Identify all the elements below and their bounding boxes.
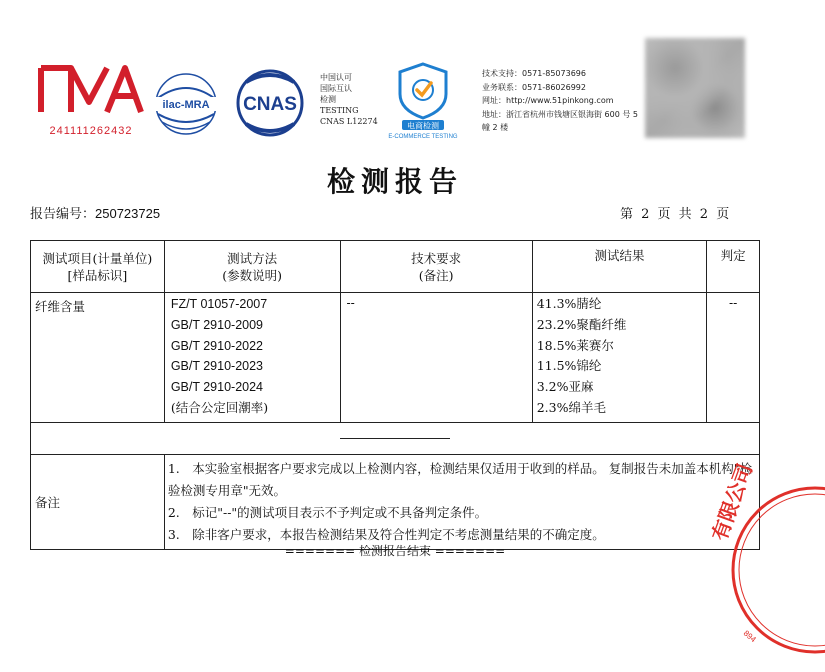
contact-address: 地址：浙江省杭州市钱塘区银海街 600 号 5 [482,109,638,119]
header-requirement [340,241,532,293]
result-line: 18.5%莱赛尔 [536,337,614,353]
method-line: GB/T 2910-2024 [170,380,264,395]
cnas-line: CNAS L12274 [320,117,378,126]
header-test-item [31,241,165,293]
header-test-method [164,241,340,293]
ecommerce-testing-logo [384,60,462,140]
table-header-row [31,241,760,293]
method-line: GB/T 2910-2023 [170,359,264,374]
notes-label-cell [31,455,165,550]
ecom-label-cn: 电商检测 [407,121,439,131]
notes-cell [164,455,759,550]
ecom-label-en: E-COMMERCE TESTING [388,134,458,140]
requirement-text: -- [346,296,355,310]
report-end-marker: ======= 检测报告结束 ======= [284,544,506,558]
notes-label: 备注 [35,495,61,510]
cnas-line: 中国认可 [320,73,352,82]
result-line: 3.2%亚麻 [536,379,594,395]
header-line: (备注) [418,267,454,283]
result-line: 2.3%绵羊毛 [536,399,606,415]
separator-line [340,438,450,439]
item-text: 纤维含量 [35,299,86,314]
judgement-text: -- [729,296,738,310]
contact-info [482,67,647,135]
cell-item [31,293,165,423]
results-table [30,240,760,550]
cell-judgement [707,293,760,423]
svg-text:ilac-MRA: ilac-MRA [162,99,210,111]
cnas-line: TESTING [320,106,359,115]
cnas-logo [228,68,312,138]
result-line: 41.3%腈纶 [536,296,602,311]
cell-results [532,293,707,423]
cma-logo [35,60,147,140]
header-line: (参数说明) [222,267,283,283]
method-line: FZ/T 01057-2007 [170,297,268,311]
report-number [30,203,160,222]
result-line: 11.5%锦纶 [536,358,602,374]
header-judgement [707,241,760,293]
contact-website: 网址：http://www.51pinkong.com [482,96,614,105]
result-line: 23.2%聚酯纤维 [536,316,627,332]
header-result [532,241,707,293]
contact-business: 业务联系：0571-86026992 [482,82,586,92]
cnas-accreditation-text [320,72,378,127]
report-title: 检测报告 [326,165,463,198]
notes-row [31,455,760,550]
contact-support: 技术支持：0571-85073696 [482,69,586,78]
method-line: GB/T 2910-2009 [170,317,264,332]
svg-text:CNAS: CNAS [243,94,297,115]
cnas-line: 国际互认 [320,84,352,93]
cma-code: 241111262432 [49,125,133,137]
ilac-mra-logo [150,68,222,138]
note-item: 1. 本实验室根据客户要求完成以上检测内容，检测结果仅适用于收到的样品。 复制报告未加盖本机构"检验检测专用章"无效。 [167,461,752,498]
report-number-label: 报告编号： [30,207,96,222]
header-line: 测试方法 [227,250,278,266]
contact-address-cont: 幢 2 楼 [482,123,509,132]
header-line: [样品标识] [67,267,128,283]
header-line: 技术要求 [411,250,462,266]
stamp-code: 894 [741,628,758,645]
method-line: (结合公定回潮率) [170,399,269,415]
table-row [31,293,760,423]
qr-code [645,38,745,138]
note-item: 2. 标记"--"的测试项目表示不予判定或不具备判定条件。 [167,505,488,520]
separator-row [31,423,760,455]
note-item: 3. 除非客户要求，本报告检测结果及符合性判定不考虑测量结果的不确定度。 [167,527,605,542]
separator-cell [31,423,760,455]
page-indicator: 第 2 页 共 2 页 [620,207,732,222]
header-line: 测试结果 [594,248,645,263]
stamp-text: 有限公司 [707,460,758,544]
cell-methods [164,293,340,423]
header-line: 测试项目(计量单位) [42,250,153,266]
official-stamp [707,460,825,660]
method-line: GB/T 2910-2022 [170,338,264,353]
report-number-value: 250723725 [95,206,161,221]
cnas-line: 检测 [320,95,336,104]
header-line: 判定 [720,248,746,263]
cell-requirement [340,293,532,423]
